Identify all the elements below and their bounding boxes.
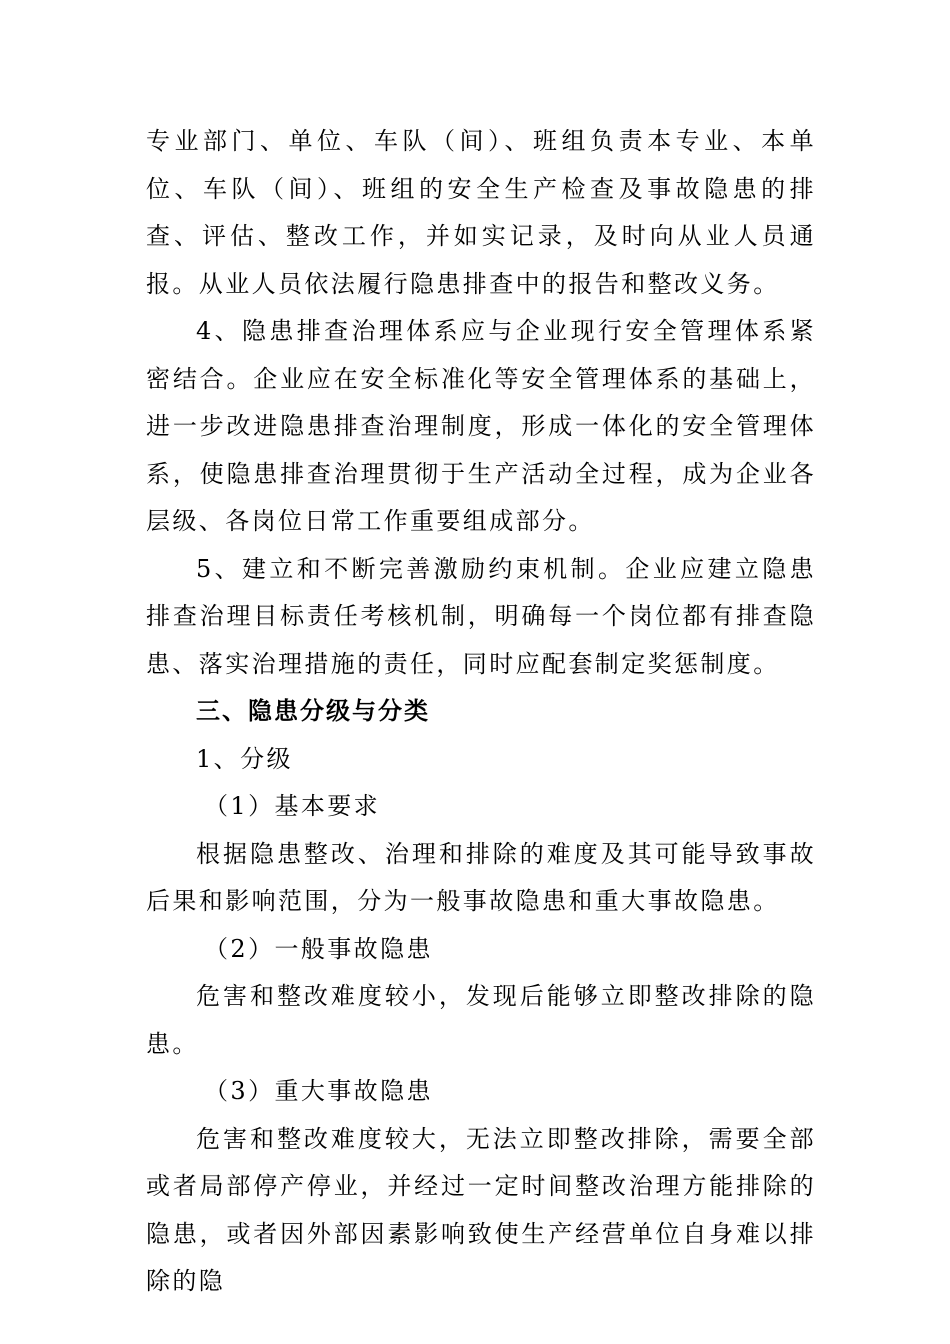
paragraph-dept-duties: 专业部门、单位、车队（间）、班组负责本专业、本单位、车队（间）、班组的安全生产检查及事故隐患的排查、评估、整改工作，并如实记录，及时向从业人员通报。从业人员依法履行隐患排查中的报告和整改义务。 [146,127,816,298]
paragraph-major-hazard: 危害和整改难度较大，无法立即整改排除，需要全部或者局部停产停业，并经过一定时间整改治理方能排除的隐患，或者因外部因素影响致使生产经营单位自身难以排除的隐 [146,1124,816,1295]
subheading-major-hazard: （3）重大事故隐患 [204,1077,433,1105]
subheading-basic-requirements: （1）基本要求 [204,792,381,820]
paragraph-item-5: 5、建立和不断完善激励约束机制。企业应建立隐患排查治理目标责任考核机制，明确每一个岗位都有排查隐患、落实治理措施的责任，同时应配套制定奖惩制度。 [146,554,816,678]
paragraph-general-hazard: 危害和整改难度较小，发现后能够立即整改排除的隐患。 [146,982,816,1058]
subheading-general-hazard: （2）一般事故隐患 [204,934,433,963]
subheading-grading: 1、分级 [196,744,293,773]
paragraph-basic-requirements: 根据隐患整改、治理和排除的难度及其可能导致事故后果和影响范围，分为一般事故隐患和重大事故隐患。 [146,839,816,915]
section-heading-grading: 三、隐患分级与分类 [196,697,430,725]
document-body [146,118,816,1306]
paragraph-item-4: 4、隐患排查治理体系应与企业现行安全管理体系紧密结合。企业应在安全标准化等安全管理体系的基础上，进一步改进隐患排查治理制度，形成一体化的安全管理体系，使隐患排查治理贯彻于生产活动全过程，成为企业各层级、各岗位日常工作重要组成部分。 [146,317,816,535]
